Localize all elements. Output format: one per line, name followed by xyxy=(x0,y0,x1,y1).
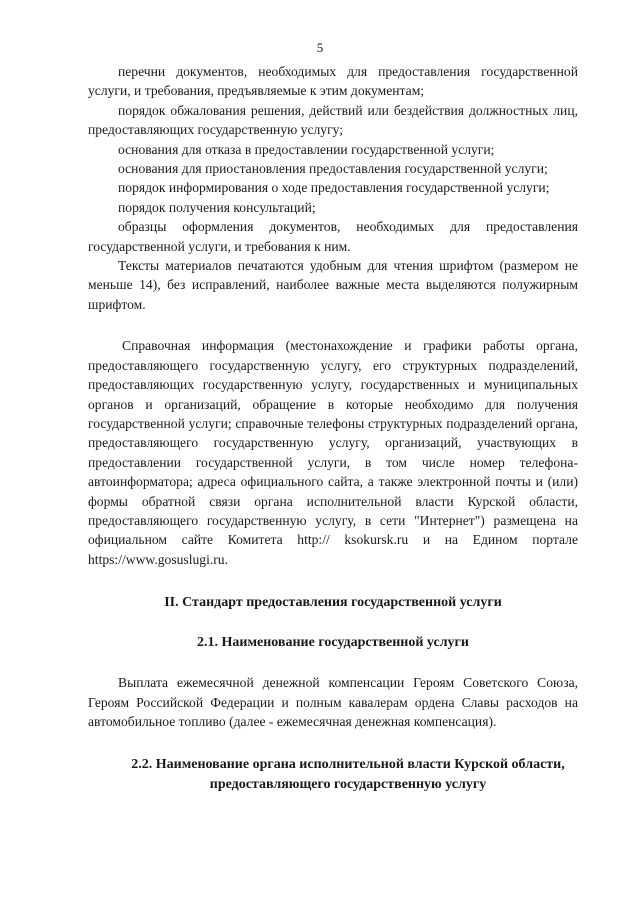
paragraph-consultations: порядок получения консультаций; xyxy=(118,199,316,215)
paragraph-suspension-grounds: основания для приостановления предоставления государственной услуги; xyxy=(118,161,548,177)
paragraph-appeal-procedure: порядок обжалования решения, действий или бездействия должностных лиц, предоставляющих государственную услугу; xyxy=(88,102,578,138)
paragraph-document-samples: образцы оформления документов, необходимых для предоставления государственной услуги, и требования к ним. xyxy=(88,219,578,254)
paragraph-progress-info: порядок информирования о ходе предоставления государственной услуги; xyxy=(118,180,550,196)
paragraph-documents-list: перечни документов, необходимых для предоставления государственной услуги, и требования, предъявляемые к этим документам; xyxy=(88,64,578,99)
section-heading: II. Стандарт предоставления государственной услуги xyxy=(164,595,502,611)
subsection-2-heading: 2.2. Наименование органа исполнительной власти Курской области, предоставляющего государственную услугу xyxy=(131,757,565,793)
page-content xyxy=(88,62,578,795)
page-number: 5 xyxy=(316,40,324,55)
subsection-1-text: Выплата ежемесячной денежной компенсации Героям Советского Союза, Героям Российской Федерации и полным кавалерам ордена Славы расходов на автомобильное топливо (далее - ежемесячная денежная компенсация). xyxy=(88,675,578,729)
paragraph-reference-info: Справочная информация (местонахождение и графики работы органа, предоставляющего государственную услугу, его структурных подразделений, предоставляющих государственную услугу, государственных и муниципальных органов и организаций, обращение в которые необходимо для получения государственной услуги; справочные телефоны структурных подразделений органа, предоставляющего государственную услугу, организаций, участвующих в предоставлении государственной услуги, в том числе номер телефона-автоинформатора; адреса официального сайта, а также электронной почты и (или) формы обратной связи органа исполнительной власти Курской области, предоставляющего государственную услугу, в сети "Интернет") размещена на официальном сайте Комитета http:// ksokursk.ru и на Едином портале https://www.gosuslugi.ru. xyxy=(88,338,578,567)
paragraph-refusal-grounds: основания для отказа в предоставлении государственной услуги; xyxy=(118,141,495,157)
subsection-1-heading: 2.1. Наименование государственной услуги xyxy=(197,635,469,651)
paragraph-print-requirements: Тексты материалов печатаются удобным для чтения шрифтом (размером не меньше 14), без исправлений, наиболее важные места выделяются полужирным шрифтом. xyxy=(88,258,578,312)
